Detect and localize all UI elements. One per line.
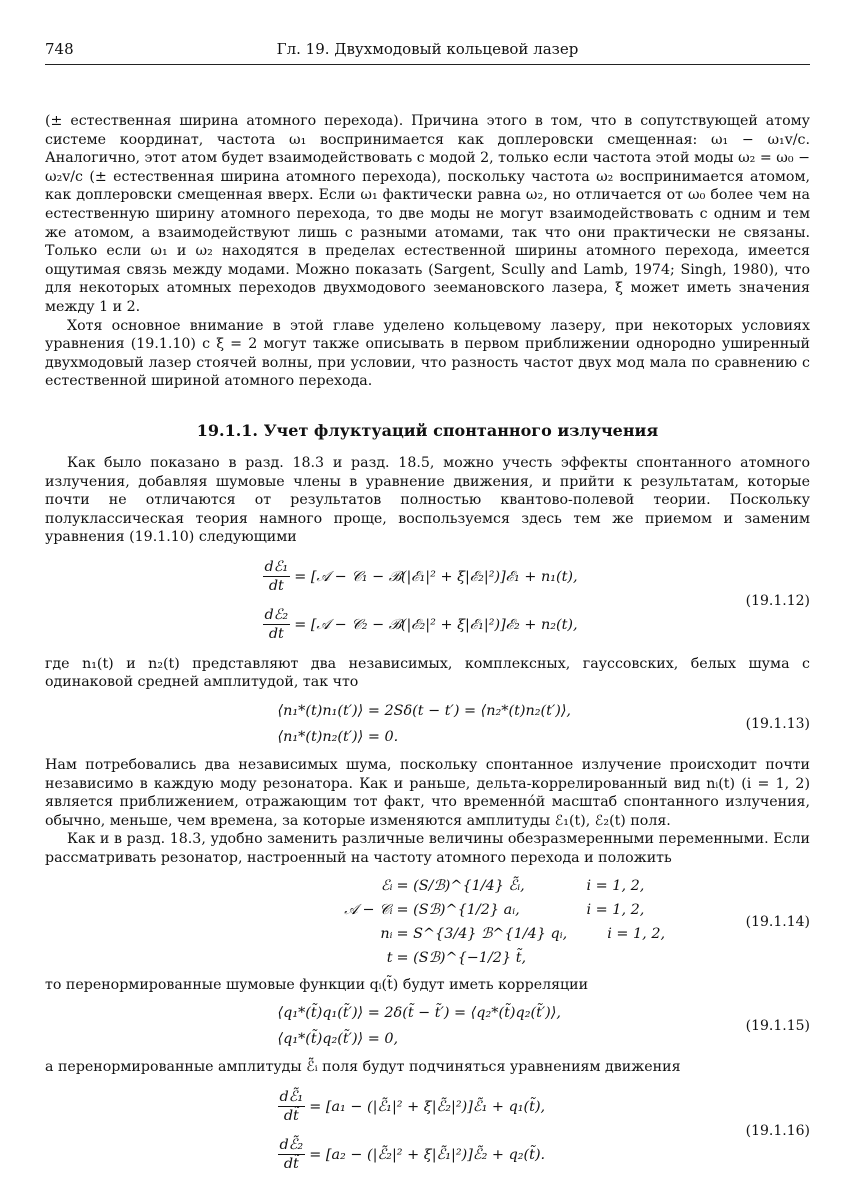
equation-rhs: = [𝒜 − 𝒞₂ − ℬ(|ℰ₂|² + ξ|ℰ₁|²)]ℰ₂ + n₂(t), <box>294 616 578 633</box>
equation-number: (19.1.15) <box>745 1018 810 1035</box>
equation-rhs: = (Sℬ)^{−1/2} t̃, <box>396 949 527 966</box>
page <box>45 40 810 1185</box>
fraction <box>278 1088 306 1125</box>
page-number: 748 <box>45 40 74 58</box>
equation-line: ⟨n₁*(t)n₂(t′)⟩ = 0. <box>277 729 399 746</box>
paragraph: Нам потребовались два независимых шума, поскольку спонтанное излучение происходит почти независимо в каждую моду резонатора. Как и раньше, дельта-коррелированный вид nᵢ(t) (i = 1, 2) является приближением, отражающим тот факт, что временнóй масштаб спонтанного излучения, обычно, меньше, чем времена, за которые изменяются амплитуды ℰ₁(t), ℰ₂(t) поля. <box>45 757 810 829</box>
equation-rhs: = [a₁ − (|ℰ̃₁|² + ξ|ℰ̃₂|²)]ℰ̃₁ + q₁(t̃), <box>309 1098 546 1115</box>
equation-19-1-16 <box>45 1083 810 1179</box>
fraction <box>263 606 291 643</box>
equation-line: ⟨q₁*(t̃)q₂(t̃′)⟩ = 0, <box>277 1031 399 1048</box>
equation-lhs: ℰᵢ <box>380 877 393 894</box>
equation-number: (19.1.13) <box>745 716 810 733</box>
equation-number: (19.1.12) <box>745 592 810 609</box>
equation-line <box>243 946 587 970</box>
equation-line: ⟨q₁*(t̃)q₁(t̃′)⟩ = 2δ(t̃ − t̃′) = ⟨q₂*(t̃)q₂(t̃′)⟩, <box>277 1005 561 1022</box>
equation-rhs: = (Sℬ)^{1/2} aᵢ, <box>396 901 520 918</box>
section-title: 19.1.1. Учет флуктуаций спонтанного излучения <box>196 420 659 440</box>
paragraph: Хотя основное внимание в этой главе уделено кольцевому лазеру, при некоторых условиях уравнения (19.1.10) с ξ = 2 могут также описывать в первом приближении однородно уширенный двухмодовый лазер стоячей волны, при условии, что разность частот двух мод мала по сравнению с естественной шириной атомного перехода. <box>45 317 810 390</box>
equation-19-1-13 <box>45 698 810 750</box>
fraction-numerator: dℰ₁ <box>264 559 289 576</box>
equation-lhs: t <box>386 949 393 966</box>
chapter-title: Гл. 19. Двухмодовый кольцевой лазер <box>276 40 579 58</box>
equation-condition: i = 1, 2, <box>586 901 645 918</box>
equation-rhs: = (S/ℬ)^{1/4} ℰ̃ᵢ, <box>396 877 525 894</box>
equation-rhs: = S^{3/4} ℬ^{1/4} qᵢ, <box>396 925 568 942</box>
paragraph: Как было показано в разд. 18.3 и разд. 18.5, можно учесть эффекты спонтанного атомного излучения, добавляя шумовые члены в уравнение движения, и прийти к результатам, которые почти не отличаются от результатов полностью квантово-полевой теории. Поскольку полуклассическая теория намного проще, воспользуемся здесь тем же приемом и заменим уравнения (19.1.10) следующими <box>45 454 810 546</box>
equation-rhs: = [a₂ − (|ℰ̃₂|² + ξ|ℰ̃₁|²)]ℰ̃₂ + q₂(t̃). <box>309 1146 546 1163</box>
equation-lhs: nᵢ <box>380 925 393 942</box>
paragraph: а перенормированные амплитуды ℰ̃ᵢ поля будут подчиняться уравнениям движения <box>45 1059 681 1076</box>
paragraph: то перенормированные шумовые функции qᵢ(t̃) будут иметь корреляции <box>45 976 589 993</box>
equation-number: (19.1.16) <box>745 1122 810 1139</box>
fraction-numerator: dℰ̃₁ <box>279 1089 304 1106</box>
equation-line: ⟨n₁*(t)n₁(t′)⟩ = 2Sδ(t − t′) = ⟨n₂*(t)n₂(t′)⟩, <box>277 703 572 720</box>
equation-19-1-15 <box>45 1000 810 1052</box>
fraction-denominator: dt <box>268 626 284 643</box>
equation-19-1-12 <box>45 553 810 649</box>
body-text <box>45 112 810 1179</box>
equation-lhs: 𝒜 − 𝒞ᵢ <box>344 901 393 918</box>
equation-line <box>243 874 645 898</box>
fraction-denominator: dt̃ <box>283 1108 299 1125</box>
fraction-denominator: dt̃ <box>283 1156 299 1173</box>
fraction-numerator: dℰ̃₂ <box>279 1137 304 1154</box>
paragraph: (± естественная ширина атомного перехода). Причина этого в том, что в сопутствующей атому системе координат, частота ω₁ воспринимается как доплеровски смещенная: ω₁ − ω₁v/c. Аналогично, этот атом будет взаимодействовать с модой 2, только если частота этой моды ω₂ = ω₀ − ω₂v/c (± естественная ширина атомного перехода), поскольку частота ω₂ воспринимается атомом, как доплеровски смещенная вверх. Если ω₁ фактически равна ω₂, но отличается от ω₀ более чем на естественную ширину атомного перехода, то две моды не могут взаимодействовать с одним и тем же атомом, а взаимодействуют лишь с разными атомами, так что они практически не связаны. Только если ω₁ и ω₂ находятся в пределах естественной ширины атомного перехода, имеется ощутимая связь между модами. Можно показать (Sargent, Scully and Lamb, 1974; Singh, 1980), что для некоторых атомных переходов двухмодового зеемановского лазера, ξ может иметь значения между 1 и 2. <box>45 113 810 315</box>
paragraph: где n₁(t) и n₂(t) представляют два независимых, комплексных, гауссовских, белых шума с одинаковой средней амплитудой, так что <box>45 655 810 691</box>
fraction-numerator: dℰ₂ <box>264 607 289 624</box>
equation-number: (19.1.14) <box>745 913 810 930</box>
fraction-denominator: dt <box>268 578 284 595</box>
paragraph: Как и в разд. 18.3, удобно заменить различные величины обезразмеренными переменными. Если рассматривать резонатор, настроенный на частоту атомного перехода и положить <box>45 831 810 867</box>
equation-condition: i = 1, 2, <box>607 925 666 942</box>
equation-rhs: = [𝒜 − 𝒞₁ − ℬ(|ℰ₁|² + ξ|ℰ₂|²)]ℰ₁ + n₁(t), <box>294 568 578 585</box>
running-head <box>45 40 810 65</box>
fraction <box>263 558 291 595</box>
fraction <box>278 1136 306 1173</box>
equation-condition: i = 1, 2, <box>586 877 645 894</box>
equation-line <box>243 898 645 922</box>
equation-line <box>243 922 666 946</box>
equation-19-1-14 <box>45 874 810 970</box>
